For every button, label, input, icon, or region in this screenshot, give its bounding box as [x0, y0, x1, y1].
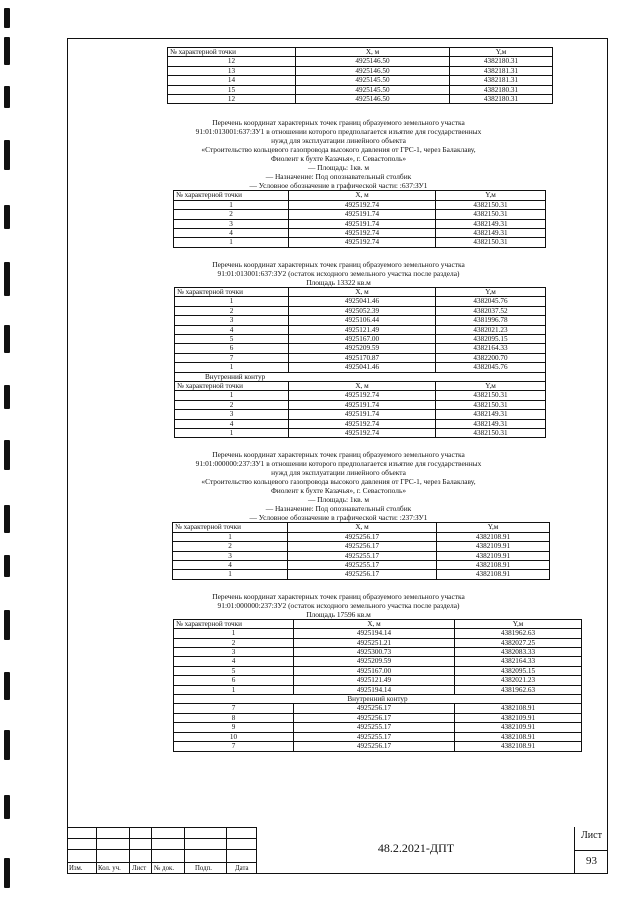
binding-mark	[4, 37, 10, 65]
table-cell: 7	[175, 353, 289, 362]
table-cell: 5	[174, 666, 294, 675]
table-cell: 4382108.91	[455, 732, 582, 741]
heading-line: «Строительство кольцевого газопровода высокого давления от ГРС-1, через Балаклаву,	[201, 477, 476, 487]
table-cell: 6	[174, 676, 294, 685]
column-header: № характерной точки	[168, 48, 296, 57]
table-cell: 3	[174, 648, 294, 657]
table-row	[175, 410, 546, 419]
heading-line: Фиолент к бухте Казачья», г. Севастополь»	[270, 486, 407, 496]
heading-line: Перечень координат характерных точек границ образуемого земельного участка	[212, 591, 465, 601]
binding-mark	[4, 86, 10, 108]
table-row	[173, 561, 550, 570]
table-row	[174, 704, 582, 713]
heading-line: Перечень координат характерных точек границ образуемого земельного участка	[212, 450, 465, 460]
table-row	[173, 542, 550, 551]
table-row	[175, 353, 546, 362]
column-header: № характерной точки	[175, 381, 289, 390]
table-cell: 4925121.49	[289, 325, 436, 334]
table-row	[175, 428, 546, 437]
document-code: 48.2.2021-ДПТ	[377, 841, 455, 855]
table-cell: 4381962.63	[455, 685, 582, 694]
table-row	[174, 713, 582, 722]
heading-line: Площадь 13322 кв.м	[306, 277, 371, 287]
table-cell: 4382150.31	[436, 200, 546, 209]
table-cell: 4382021.23	[436, 325, 546, 334]
stamp-label-list: Лист	[132, 865, 147, 872]
table-header-row	[174, 191, 546, 200]
binding-marks	[4, 0, 16, 905]
table-cell: 4925255.17	[294, 732, 455, 741]
table-row	[174, 629, 582, 638]
table-cell: 4381996.78	[436, 316, 546, 325]
binding-mark	[4, 795, 10, 819]
table-cell: 4382149.31	[436, 229, 546, 238]
table-row	[168, 76, 553, 85]
table-cell: 4382095.15	[455, 666, 582, 675]
table-cell: 4925192.74	[289, 391, 436, 400]
table-cell: 4925041.46	[289, 297, 436, 306]
table-row	[174, 229, 546, 238]
table-cell: 4382200.70	[436, 353, 546, 362]
coordinates-table-top	[167, 47, 553, 104]
table-cell: 4382027.25	[455, 638, 582, 647]
section-heading	[68, 118, 609, 190]
table-cell: 4382149.31	[436, 419, 546, 428]
table-cell: 4382109.91	[437, 542, 550, 551]
table-cell: 4382149.31	[436, 410, 546, 419]
table-cell: 4382164.33	[436, 344, 546, 353]
table-cell: 1	[173, 570, 288, 579]
table-cell: 1	[175, 428, 289, 437]
column-header: Y,м	[436, 287, 546, 296]
binding-mark	[4, 555, 10, 577]
table-cell: 4925300.73	[294, 648, 455, 657]
table-cell: 4925256.17	[288, 570, 437, 579]
stamp-label-doc: № док.	[154, 865, 175, 872]
table-row	[175, 391, 546, 400]
heading-line: «Строительство кольцевого газопровода высокого давления от ГРС-1, через Балаклаву,	[201, 145, 476, 155]
binding-mark	[4, 505, 10, 533]
table-cell: 4925146.50	[296, 57, 450, 66]
binding-mark	[4, 385, 10, 409]
table-cell: 13	[168, 66, 296, 75]
table-cell: 4382108.91	[455, 704, 582, 713]
table-cell: 12	[168, 57, 296, 66]
table-row	[175, 400, 546, 409]
table-cell: 4925194.14	[294, 629, 455, 638]
table-row	[175, 297, 546, 306]
table-cell: 4925256.17	[288, 532, 437, 541]
binding-mark	[4, 205, 10, 229]
table-row	[173, 532, 550, 541]
binding-mark	[4, 440, 10, 470]
table-row	[174, 200, 546, 209]
table-cell: 4925192.74	[289, 238, 436, 247]
table-row	[175, 363, 546, 372]
table-cell: 4382108.91	[437, 532, 550, 541]
table-row	[175, 334, 546, 343]
table-cell: 4925192.74	[289, 419, 436, 428]
stamp-label-izm: Изм.	[69, 865, 83, 872]
table-row	[175, 316, 546, 325]
coordinates-table-637-zu1	[173, 190, 546, 247]
binding-mark	[4, 262, 10, 296]
table-row	[174, 219, 546, 228]
heading-line: Фиолент к бухте Казачья», г. Севастополь»	[270, 154, 407, 164]
table-cell: 4925255.17	[288, 561, 437, 570]
table-cell: 4382108.91	[437, 561, 550, 570]
table-cell: 7	[174, 704, 294, 713]
title-block	[67, 827, 608, 874]
table-row	[168, 57, 553, 66]
table-cell: 14	[168, 76, 296, 85]
column-header: № характерной точки	[174, 619, 294, 628]
table-cell: 3	[175, 410, 289, 419]
table-cell: 4382108.91	[437, 570, 550, 579]
stamp-label-data: Дата	[235, 865, 249, 872]
table-row	[168, 85, 553, 94]
table-cell: 4925145.50	[296, 76, 450, 85]
heading-line: нужд для эксплуатации линейного объекта	[271, 468, 406, 478]
table-row	[174, 732, 582, 741]
table-cell: 4925052.39	[289, 306, 436, 315]
table-row	[174, 723, 582, 732]
table-row	[168, 95, 553, 104]
binding-mark	[4, 672, 10, 700]
table-row	[168, 66, 553, 75]
table-row	[174, 210, 546, 219]
heading-line: — Назначение: Под опознавательный столбик	[265, 504, 412, 514]
sheet-number: 93	[586, 855, 597, 867]
table-cell: 4382150.31	[436, 428, 546, 437]
heading-line: Перечень координат характерных точек границ образуемого земельного участка	[212, 259, 465, 269]
column-header: Y,м	[436, 191, 546, 200]
table-cell: 4382109.91	[455, 723, 582, 732]
table-header-row	[175, 287, 546, 296]
table-cell: 3	[175, 316, 289, 325]
table-cell: 1	[175, 297, 289, 306]
table-cell: 1	[173, 532, 288, 541]
table-cell: 1	[175, 391, 289, 400]
column-header: Y,м	[455, 619, 582, 628]
table-row	[174, 685, 582, 694]
table-cell: 9	[174, 723, 294, 732]
heading-line: 91:01:013001:637:ЗУ1 в отношении которого предполагается изъятие для государственных	[195, 127, 482, 137]
table-cell: 4382045.76	[436, 363, 546, 372]
table-cell: 4382164.33	[455, 657, 582, 666]
binding-mark	[4, 8, 10, 28]
table-header-row	[175, 381, 546, 390]
table-cell: 4925146.50	[296, 95, 450, 104]
table-cell: 1	[174, 238, 289, 247]
inner-contour-label: Внутренний контур	[174, 695, 582, 704]
table-cell: 4925256.17	[294, 742, 455, 751]
table-cell: 4925256.17	[294, 713, 455, 722]
table-row	[174, 666, 582, 675]
document-content	[68, 47, 609, 752]
table-cell: 4382181.31	[450, 66, 553, 75]
table-row	[175, 325, 546, 334]
table-cell: 4382109.91	[455, 713, 582, 722]
table-cell: 4925121.49	[294, 676, 455, 685]
table-cell: 4382149.31	[436, 219, 546, 228]
table-cell: 4925145.50	[296, 85, 450, 94]
table-cell: 4925192.74	[289, 229, 436, 238]
table-cell: 4925167.00	[294, 666, 455, 675]
stamp-label-kol-uch: Кол. уч.	[98, 865, 121, 872]
table-cell: 4925255.17	[288, 551, 437, 560]
column-header: X, м	[288, 523, 437, 532]
table-cell: 4382150.31	[436, 391, 546, 400]
column-header: X, м	[294, 619, 455, 628]
column-header: № характерной точки	[174, 191, 289, 200]
heading-line: — Условное обозначение в графической части: :237:ЗУ1	[249, 513, 428, 523]
subheader-row	[175, 372, 546, 381]
table-cell: 1	[174, 685, 294, 694]
table-cell: 4925251.21	[294, 638, 455, 647]
table-cell: 1	[174, 200, 289, 209]
table-cell: 4925041.46	[289, 363, 436, 372]
column-header: X, м	[289, 287, 436, 296]
heading-line: 91:01:000000:237:ЗУ1 в отношении которого предполагается изъятие для государственных	[195, 459, 482, 469]
table-cell: 4382095.15	[436, 334, 546, 343]
table-cell: 4925146.50	[296, 66, 450, 75]
binding-mark	[4, 858, 10, 888]
table-cell: 4925194.14	[294, 685, 455, 694]
column-header: X, м	[296, 48, 450, 57]
table-cell: 4	[175, 325, 289, 334]
table-cell: 4382021.23	[455, 676, 582, 685]
column-header: № характерной точки	[175, 287, 289, 296]
coordinates-table-237-zu2	[173, 619, 582, 752]
table-cell: 4382150.31	[436, 400, 546, 409]
table-row	[175, 344, 546, 353]
table-cell: 1	[175, 363, 289, 372]
sheet-label: Лист	[581, 830, 602, 841]
inner-contour-label: Внутренний контур	[175, 372, 546, 381]
table-cell: 4925192.74	[289, 200, 436, 209]
table-header-row	[174, 619, 582, 628]
table-row	[173, 551, 550, 560]
heading-line: 91:01:000000:237:ЗУ2 (остаток исходного земельного участка после раздела)	[217, 600, 460, 610]
table-cell: 4382180.31	[450, 95, 553, 104]
table-cell: 4925191.74	[289, 210, 436, 219]
table-cell: 6	[175, 344, 289, 353]
subheader-row	[174, 695, 582, 704]
table-cell: 4925191.74	[289, 219, 436, 228]
column-header: № характерной точки	[173, 523, 288, 532]
table-cell: 4382180.31	[450, 57, 553, 66]
section-heading	[68, 260, 609, 287]
table-row	[173, 570, 550, 579]
table-cell: 4	[175, 419, 289, 428]
table-cell: 4382108.91	[455, 742, 582, 751]
page-frame	[67, 38, 608, 874]
table-cell: 3	[174, 219, 289, 228]
table-cell: 4925106.44	[289, 316, 436, 325]
table-row	[174, 676, 582, 685]
column-header: Y,м	[450, 48, 553, 57]
table-cell: 4925170.87	[289, 353, 436, 362]
table-row	[175, 419, 546, 428]
table-cell: 2	[174, 638, 294, 647]
table-cell: 4382109.91	[437, 551, 550, 560]
table-cell: 4925167.00	[289, 334, 436, 343]
table-cell: 4382181.31	[450, 76, 553, 85]
section-heading	[68, 450, 609, 522]
table-cell: 2	[175, 400, 289, 409]
table-cell: 12	[168, 95, 296, 104]
heading-line: Площадь 17596 кв.м	[306, 609, 371, 619]
table-cell: 10	[174, 732, 294, 741]
table-cell: 15	[168, 85, 296, 94]
table-cell: 4382180.31	[450, 85, 553, 94]
table-cell: 4925256.17	[294, 704, 455, 713]
heading-line: — Площадь: 1кв. м	[307, 495, 370, 505]
table-cell: 4925192.74	[289, 428, 436, 437]
table-cell: 4925191.74	[289, 400, 436, 409]
table-cell: 8	[174, 713, 294, 722]
table-cell: 3	[173, 551, 288, 560]
table-cell: 2	[175, 306, 289, 315]
table-row	[174, 648, 582, 657]
heading-line: Перечень координат характерных точек границ образуемого земельного участка	[212, 118, 465, 128]
table-cell: 4	[173, 561, 288, 570]
table-cell: 4382083.33	[455, 648, 582, 657]
table-cell: 7	[174, 742, 294, 751]
table-cell: 5	[175, 334, 289, 343]
table-cell: 4382037.52	[436, 306, 546, 315]
table-row	[174, 657, 582, 666]
coordinates-table-237-zu1	[172, 522, 550, 579]
table-row	[174, 742, 582, 751]
table-header-row	[168, 48, 553, 57]
table-row	[174, 238, 546, 247]
binding-mark	[4, 325, 10, 353]
table-row	[175, 306, 546, 315]
table-cell: 4925256.17	[288, 542, 437, 551]
binding-mark	[4, 730, 10, 760]
table-cell: 4382150.31	[436, 238, 546, 247]
table-cell: 4925209.59	[289, 344, 436, 353]
table-header-row	[173, 523, 550, 532]
table-cell: 4382150.31	[436, 210, 546, 219]
heading-line: — Назначение: Под опознавательный столбик	[265, 172, 412, 182]
table-cell: 2	[173, 542, 288, 551]
heading-line: — Условное обозначение в графической части: :637:ЗУ1	[249, 181, 428, 191]
table-cell: 1	[174, 629, 294, 638]
heading-line: — Площадь: 1кв. м	[307, 163, 370, 173]
coordinates-table-637-zu2	[174, 287, 546, 439]
table-cell: 4925191.74	[289, 410, 436, 419]
table-row	[174, 638, 582, 647]
binding-mark	[4, 140, 10, 170]
table-cell: 4	[174, 657, 294, 666]
table-cell: 4381962.63	[455, 629, 582, 638]
binding-mark	[4, 610, 10, 640]
column-header: X, м	[289, 381, 436, 390]
table-cell: 4382045.76	[436, 297, 546, 306]
column-header: Y,м	[437, 523, 550, 532]
section-heading	[68, 592, 609, 619]
heading-line: нужд для эксплуатации линейного объекта	[271, 136, 406, 146]
stamp-label-podp: Подп.	[195, 865, 212, 872]
column-header: X, м	[289, 191, 436, 200]
column-header: Y,м	[436, 381, 546, 390]
table-cell: 2	[174, 210, 289, 219]
table-cell: 4925209.59	[294, 657, 455, 666]
heading-line: 91:01:013001:637:ЗУ2 (остаток исходного земельного участка после раздела)	[217, 268, 460, 278]
table-cell: 4	[174, 229, 289, 238]
table-cell: 4925255.17	[294, 723, 455, 732]
